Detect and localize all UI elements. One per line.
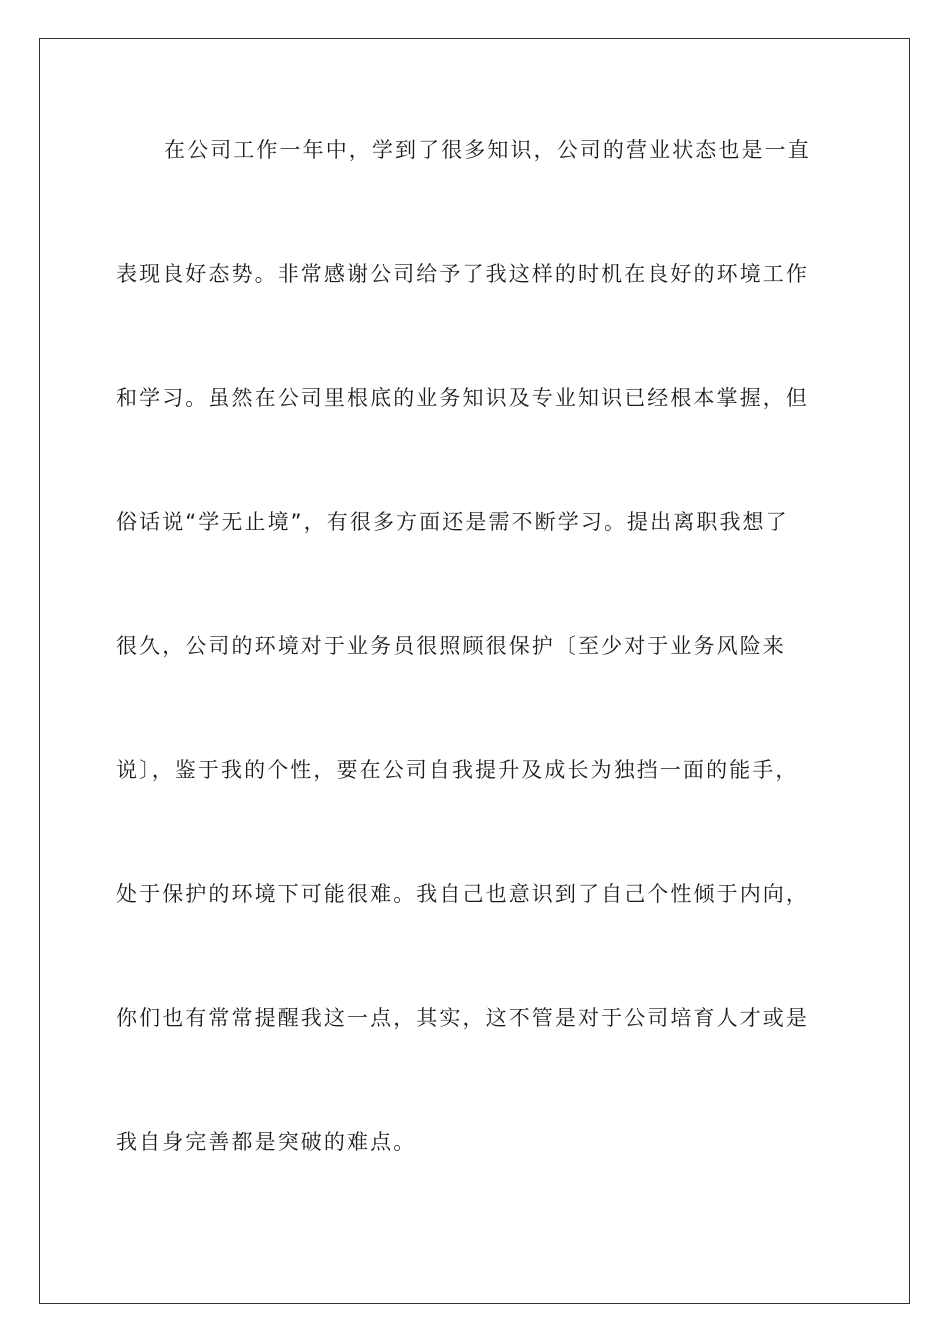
- paragraph-line: 处于保护的环境下可能很难。我自己也意识到了自己个性倾于内向，: [116, 882, 809, 906]
- paragraph-line: 说〕，鉴于我的个性，要在公司自我提升及成长为独挡一面的能手，: [116, 758, 799, 782]
- paragraph-line: 我自身完善都是突破的难点。: [116, 1130, 417, 1154]
- paragraph-line: 在公司工作一年中，学到了很多知识，公司的营业状态也是一直: [164, 138, 811, 162]
- resignation-paragraph: [116, 130, 836, 1246]
- paragraph-line: 表现良好态势。非常感谢公司给予了我这样的时机在良好的环境工作: [116, 262, 809, 286]
- paragraph-line: 俗话说“学无止境”，有很多方面还是需不断学习。提出离职我想了: [116, 510, 789, 534]
- paragraph-line: 很久，公司的环境对于业务员很照顾很保护〔至少对于业务风险来: [116, 634, 786, 658]
- paragraph-line: 和学习。虽然在公司里根底的业务知识及专业知识已经根本掌握，但: [116, 386, 809, 410]
- paragraph-line: 你们也有常常提醒我这一点，其实，这不管是对于公司培育人才或是: [116, 1006, 809, 1030]
